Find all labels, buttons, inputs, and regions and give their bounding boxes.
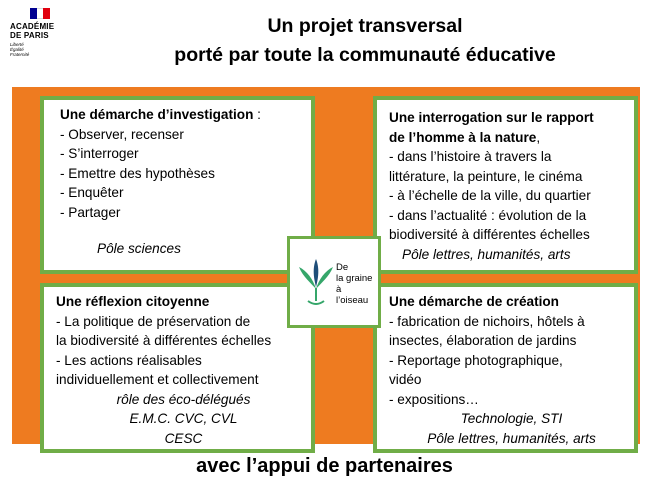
left-leaf — [299, 267, 316, 289]
text-line: - dans l’actualité : évolution de la — [389, 207, 587, 223]
text-line: la biodiversité à différentes échelles — [56, 333, 272, 348]
french-flag-icon — [30, 8, 50, 19]
center-leaf — [314, 259, 319, 287]
text-line: - Les actions réalisables — [56, 352, 202, 368]
centered-label: Pôle lettres, humanités, arts — [427, 430, 596, 446]
centered-label: E.M.C. CVC, CVL — [129, 411, 238, 426]
nature-relationship-box — [373, 96, 638, 274]
academie-name-line: ACADÉMIE — [10, 22, 55, 31]
logo-text-line: la graine — [336, 273, 373, 284]
text-line: individuellement et collectivement — [56, 372, 259, 387]
text-line: - fabrication de nichoirs, hôtels à — [389, 313, 585, 329]
republic-motto — [10, 42, 90, 57]
text-line: littérature, la peinture, le cinéma — [389, 168, 583, 184]
citizen-heading: Une réflexion citoyenne — [56, 294, 210, 309]
text-line: - Reportage photographique, — [389, 352, 563, 368]
logo-text-line: à — [336, 284, 342, 295]
flag-white-stripe — [37, 8, 44, 19]
project-logo-text — [336, 262, 372, 306]
seed-curve — [308, 301, 324, 304]
footer-text: avec l’appui de partenaires — [196, 455, 453, 477]
pole-label: Pôle sciences — [97, 241, 181, 256]
text-line: - La politique de préservation de — [56, 313, 251, 329]
creation-box — [373, 283, 638, 453]
investigation-heading: Une démarche d’investigation — [60, 107, 254, 122]
text-line: insectes, élaboration de jardins — [389, 333, 577, 348]
list-item: - Emettre des hypothèses — [60, 165, 215, 181]
pole-label: Pôle lettres, humanités, arts — [402, 246, 571, 262]
slide-title — [105, 12, 625, 70]
list-item: - Observer, recenser — [60, 126, 184, 142]
list-item: - S’interroger — [60, 146, 139, 161]
logo-text-line: De — [336, 262, 349, 273]
list-item: - Partager — [60, 204, 121, 220]
text-line: vidéo — [389, 372, 422, 387]
nature-heading-line: Une interrogation sur le rapport — [389, 110, 594, 125]
motto-line: Égalité — [10, 47, 24, 52]
motto-line: Liberté — [10, 42, 24, 47]
flag-blue-stripe — [30, 8, 37, 19]
right-leaf — [316, 267, 333, 289]
title-line-1: Un projet transversal — [267, 15, 463, 37]
centered-label: Technologie, STI — [460, 411, 563, 426]
motto-line: Fraternité — [10, 52, 30, 57]
centered-label: CESC — [164, 430, 203, 446]
investigation-heading-row — [60, 105, 311, 125]
creation-heading: Une démarche de création — [389, 294, 559, 309]
academie-logo — [10, 8, 90, 57]
flag-red-stripe — [43, 8, 50, 19]
academie-name — [10, 22, 90, 40]
heading-tail: : — [253, 107, 261, 122]
centered-label: rôle des éco-délégués — [116, 391, 251, 407]
text-line: - expositions… — [389, 391, 479, 407]
project-logo-box — [287, 236, 381, 328]
title-line-2: porté par toute la communauté éducative — [174, 44, 556, 66]
text-line: - à l’échelle de la ville, du quartier — [389, 188, 591, 203]
text-line: - dans l’histoire à travers la — [389, 149, 552, 164]
sprout-icon — [297, 255, 335, 307]
investigation-box — [40, 96, 315, 274]
logo-text-line: l’oiseau — [336, 295, 369, 306]
text-line: biodiversité à différentes échelles — [389, 227, 590, 242]
academie-name-line: DE PARIS — [10, 31, 49, 40]
heading-tail: , — [536, 129, 541, 145]
nature-heading-line: de l’homme à la nature — [389, 129, 537, 145]
list-item: - Enquêter — [60, 185, 124, 200]
citizen-reflection-box — [40, 283, 315, 453]
nature-heading-row — [389, 128, 634, 148]
